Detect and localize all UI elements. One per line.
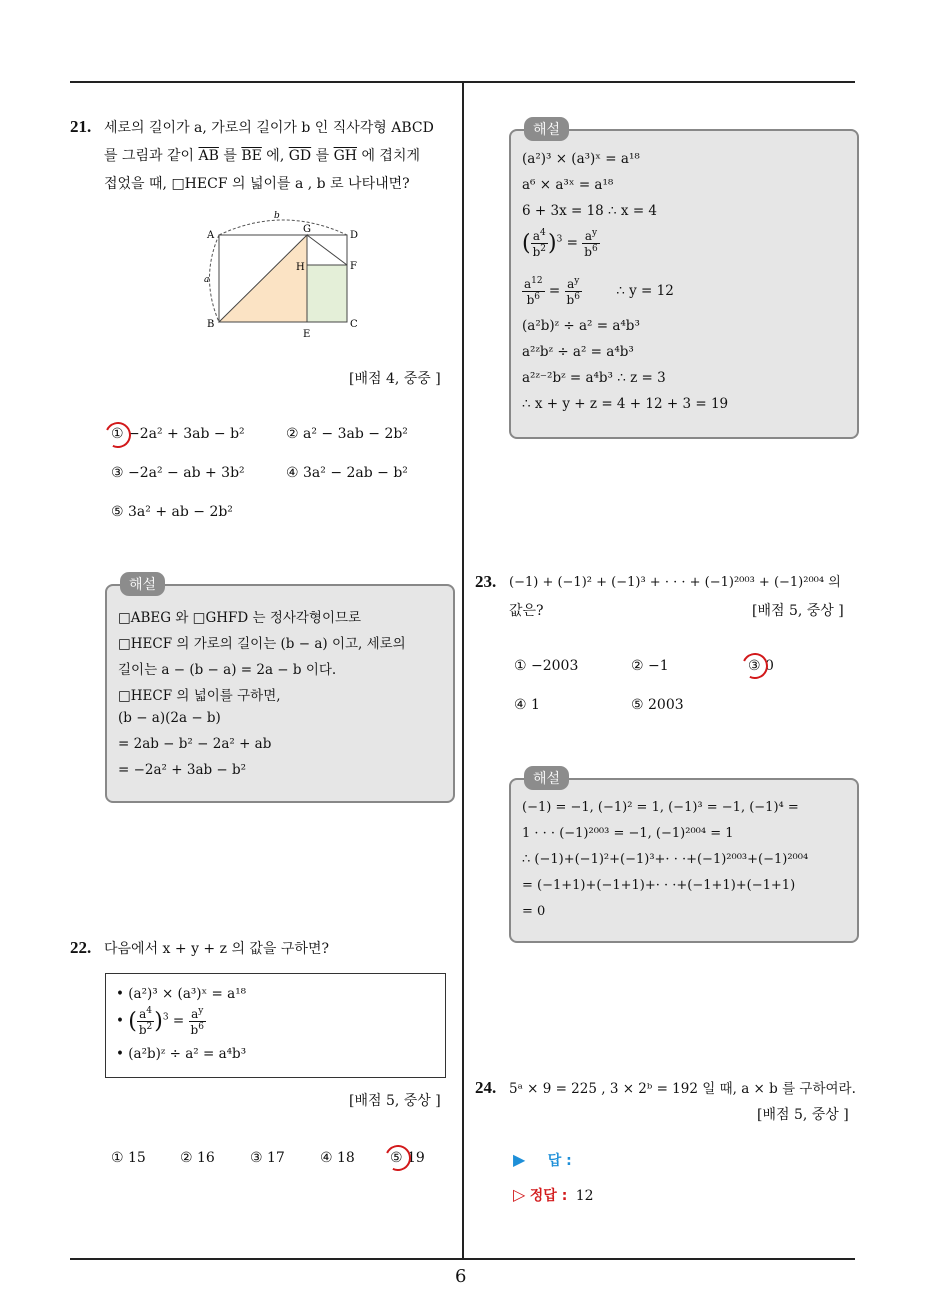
q22-solution-tag: 해설 — [524, 117, 569, 141]
q21-line3: 접었을 때, □HECF 의 넓이를 a , b 로 나타내면? — [104, 176, 410, 192]
q21-line2: 를 그림과 같이 $\overline{AB}$ 를 $\overline{BE}$ 에, $\overline{GD}$ 를 $\overline{GH}$ 에 겹치게 — [104, 148, 420, 164]
q23-solution-tag: 해설 — [524, 766, 569, 790]
q22-condition-2: • ( $\frac{a^4}{b^2}$ )$^3$ = $\frac{a^y}{b^6}$ — [116, 1006, 204, 1037]
q22-choice-5[interactable]: ⑤ 19 — [390, 1150, 425, 1166]
q22-solution-fraction-1: ( $\frac{a^4}{b^2}$ )$^3$ = $\frac{a^y}{b^6}$ — [522, 228, 598, 259]
q22-solution-line: a²ᶻbᶻ ÷ a² = a⁴b³ — [522, 344, 634, 360]
q22-choice-4[interactable]: ④ 18 — [320, 1150, 355, 1166]
q21-solution-line: □HECF 의 넓이를 구하면, — [118, 688, 281, 704]
bottom-rule — [70, 1258, 855, 1260]
correct-answer-row — [513, 1185, 594, 1205]
q21-number: 21. — [70, 117, 92, 136]
q23-solution-line: (−1) = −1, (−1)² = 1, (−1)³ = −1, (−1)⁴ = — [522, 800, 799, 815]
q21-solution-line: □ABEG 와 □GHFD 는 정사각형이므로 — [118, 610, 362, 626]
label-e-point: E — [303, 329, 311, 340]
q23-number: 23. — [475, 572, 497, 591]
outline-triangle-icon: ▷ — [513, 1185, 526, 1204]
correct-answer-value: 12 — [575, 1188, 594, 1204]
q22-choice-3[interactable]: ③ 17 — [250, 1150, 285, 1166]
label-h-point: H — [296, 262, 305, 273]
q24-number: 24. — [475, 1078, 497, 1097]
play-triangle-icon: ▶ — [513, 1150, 526, 1169]
q23-solution-line: = (−1+1)+(−1+1)+· · ·+(−1+1)+(−1+1) — [522, 878, 796, 893]
q21-choice-3[interactable]: ③ −2a² − ab + 3b² — [111, 465, 245, 481]
q21-solution-line: 길이는 a − (b − a) = 2a − b 이다. — [118, 662, 337, 678]
column-divider — [462, 82, 464, 1259]
q21-choice-1[interactable]: ① −2a² + 3ab − b² — [111, 426, 245, 442]
label-g-point: G — [303, 224, 311, 235]
q23-line2: 값은? — [509, 603, 544, 619]
segment-ab: $\overline{AB}$ — [198, 148, 219, 164]
q21-solution-line: (b − a)(2a − b) — [118, 710, 221, 726]
q23-solution-line: 1 · · · (−1)²⁰⁰³ = −1, (−1)²⁰⁰⁴ = 1 — [522, 826, 734, 841]
q21-solution-tag: 해설 — [120, 572, 165, 596]
q22-solution-line: (a²b)ᶻ ÷ a² = a⁴b³ — [522, 318, 640, 334]
correct-answer-label: 정답 : — [529, 1188, 568, 1204]
q21-line1: 세로의 길이가 a, 가로의 길이가 b 인 직사각형 ABCD — [104, 120, 434, 136]
q22-solution-line: a²ᶻ⁻²bᶻ = a⁴b³ ∴ z = 3 — [522, 370, 666, 386]
q21-solution-line: = 2ab − b² − 2a² + ab — [118, 736, 272, 752]
q23-choice-5[interactable]: ⑤ 2003 — [631, 697, 684, 713]
selected-answer-mark — [738, 649, 771, 682]
q22-condition-3: • (a²b)ᶻ ÷ a² = a⁴b³ — [116, 1046, 247, 1062]
q22-score: [배점 5, 중상 ] — [349, 1093, 441, 1109]
q23-line1: (−1) + (−1)² + (−1)³ + · · · + (−1)²⁰⁰³ + (−1)²⁰⁰⁴ 의 — [509, 575, 841, 590]
q24-score: [배점 5, 중상 ] — [757, 1107, 849, 1123]
q22-solution-fraction-2: $\frac{a^{12}}{b^6}$ = $\frac{a^y}{b^6}$ ∴ y = 12 — [524, 276, 674, 307]
q24-text: 5ᵃ × 9 = 225 , 3 × 2ᵇ = 192 일 때, a × b 를 구하여라. — [509, 1081, 856, 1097]
q23-choice-2[interactable]: ② −1 — [631, 658, 669, 674]
q21-solution-line: = −2a² + 3ab − b² — [118, 762, 247, 778]
q22-solution-line: 6 + 3x = 18 ∴ x = 4 — [522, 203, 658, 219]
q22-text: 다음에서 x + y + z 의 값을 구하면? — [104, 941, 329, 957]
q21-choice-4[interactable]: ④ 3a² − 2ab − b² — [286, 465, 408, 481]
q22-choice-2[interactable]: ② 16 — [180, 1150, 215, 1166]
answer-row[interactable] — [513, 1150, 572, 1170]
q23-choice-3[interactable]: ③ 0 — [748, 658, 774, 674]
q21-text — [104, 114, 454, 198]
label-f-point: F — [350, 261, 357, 272]
segment-be: $\overline{BE}$ — [241, 148, 262, 164]
q21-score: [배점 4, 중중 ] — [349, 371, 441, 387]
q21-choice-2[interactable]: ② a² − 3ab − 2b² — [286, 426, 408, 442]
q21-solution-line: □HECF 의 가로의 길이는 (b − a) 이고, 세로의 — [118, 636, 406, 652]
label-a-point: A — [207, 230, 215, 241]
label-b-length: b — [274, 211, 280, 221]
q22-solution-line: (a²)³ × (a³)ˣ = a¹⁸ — [522, 151, 640, 167]
selected-answer-mark — [381, 1141, 414, 1174]
q21-choice-5[interactable]: ⑤ 3a² + ab − 2b² — [111, 504, 233, 520]
label-c-point: C — [350, 319, 358, 330]
q22-solution-line: a⁶ × a³ˣ = a¹⁸ — [522, 177, 614, 193]
q22-solution-line: ∴ x + y + z = 4 + 12 + 3 = 19 — [522, 396, 729, 412]
segment-gd: $\overline{GD}$ — [288, 148, 312, 164]
selected-answer-mark — [101, 418, 134, 451]
q23-solution-line: ∴ (−1)+(−1)²+(−1)³+· · ·+(−1)²⁰⁰³+(−1)²⁰⁰⁴ — [522, 852, 809, 867]
q23-solution-line: = 0 — [522, 904, 546, 919]
q22-condition-1: • (a²)³ × (a³)ˣ = a¹⁸ — [116, 986, 247, 1002]
segment-gh: $\overline{GH}$ — [333, 148, 357, 164]
answer-label: 답 : — [547, 1153, 572, 1169]
q23-choice-1[interactable]: ① −2003 — [514, 658, 579, 674]
label-d-point: D — [350, 230, 359, 241]
page-number: 6 — [455, 1266, 467, 1287]
label-a-length: a — [204, 275, 210, 285]
label-b-point: B — [207, 319, 215, 330]
q22-number: 22. — [70, 938, 92, 957]
rectangle-fold-figure — [195, 205, 370, 340]
q23-score: [배점 5, 중상 ] — [752, 603, 844, 619]
q23-choice-4[interactable]: ④ 1 — [514, 697, 540, 713]
q22-choice-1[interactable]: ① 15 — [111, 1150, 146, 1166]
